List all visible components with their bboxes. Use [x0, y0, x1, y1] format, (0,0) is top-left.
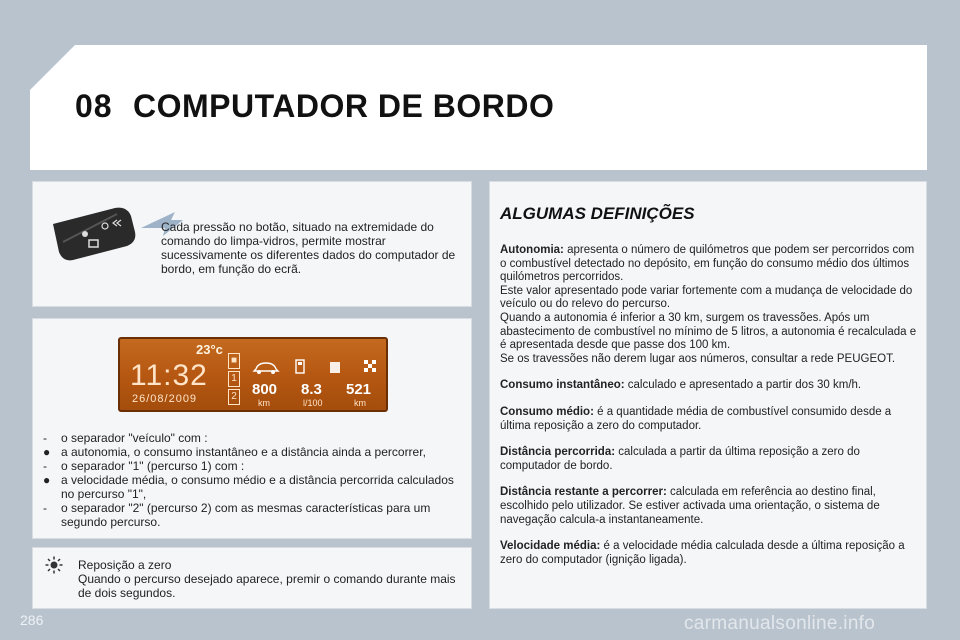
list-item: - o separador "1" (percurso 1) com :	[43, 459, 245, 473]
stalk-panel	[32, 181, 472, 307]
list-item: ● a velocidade média, o consumo médio e a distância percorrida calculados no percurso "1",	[43, 473, 454, 501]
display-value-1: 800	[252, 381, 278, 398]
definitions-body	[500, 244, 920, 580]
separator-list	[43, 431, 463, 529]
fuel-can-icon	[330, 362, 340, 373]
display-icons	[248, 357, 386, 377]
watermark: carmanualsonline.info	[684, 613, 876, 634]
list-item: - o separador "veículo" com :	[43, 431, 208, 445]
list-item: - o separador "2" (percurso 2) com as mesmas características para um segundo percurso.	[43, 501, 431, 529]
definition-autonomy: Autonomia: apresenta o número de quilómetros que podem ser percorridos com o combustível detectado no depósito, em função do consumo médio dos últimos quilómetros percorridos. Este valor apresentado pode variar fortemente com a mudança de velocidade do veículo ou do relevo do percurso. Quando a autonomia é inferior a 30 km, surgem os travessões. Após um abastecimento de combustível no mínimo de 5 litros, a autonomia é recalculada e é apresentada desde que passe dos 100 km. Se os travessões não derem lugar aos números, consultar a rede PEUGEOT.	[500, 244, 917, 365]
reset-panel	[32, 547, 472, 609]
list-item: ● a autonomia, o consumo instantâneo e a distância ainda a percorrer,	[43, 445, 426, 459]
display-value-3: 521	[346, 381, 372, 398]
page-title: COMPUTADOR DE BORDO	[133, 88, 555, 124]
definition-average-consumption: Consumo médio: é a quantidade média de combustível consumido desde a última reposição a zero do computador.	[500, 405, 892, 432]
display-time: 11:32	[130, 359, 208, 392]
sun-icon	[45, 556, 63, 574]
display-value-2: 8.3	[301, 381, 322, 398]
car-icon	[254, 363, 278, 374]
reset-description: Quando o percurso desejado aparece, premir o comando durante mais de dois segundos.	[78, 572, 456, 600]
display-unit-1: km	[258, 398, 270, 408]
checkered-flag-icon	[364, 360, 376, 372]
definition-average-speed: Velocidade média: é a velocidade média calculada desde a última reposição a zero do computador (ignição ligada).	[500, 540, 905, 566]
definition-distance-travelled: Distância percorrida: calculada a partir da última reposição a zero do computador de bordo.	[500, 446, 860, 472]
display-unit-3: km	[354, 398, 366, 408]
display-temperature: 23°c	[196, 342, 223, 357]
definition-autonomy-extra: Este valor apresentado pode variar fortemente com a mudança de velocidade do veículo ou do relevo do percurso. Quando a autonomia é inferior a 30 km, surgem os travessões. Após um abastecimento de combustível no mínimo de 5 litros, a autonomia é recalculada e é apresentada desde que passe dos 100 km. Se os travessões não derem lugar aos números, consultar a rede PEUGEOT.	[500, 284, 917, 365]
fuel-pump-icon	[296, 360, 304, 373]
chapter-number: 08	[75, 88, 113, 124]
definitions-title: ALGUMAS DEFINIÇÕES	[500, 204, 695, 223]
vehicle-tab-icon: ■	[228, 353, 240, 369]
display-unit-2: l/100	[303, 398, 323, 408]
definition-distance-remaining: Distância restante a percorrer: calculada em referência ao destino final, escolhido pelo utilizador. Se estiver activada uma orientação, o sistema de navegação calcula-a instantaneamente.	[500, 486, 880, 526]
page-number: 286	[20, 612, 44, 628]
definitions-panel	[489, 181, 927, 609]
reset-title: Reposição a zero	[78, 558, 172, 572]
reset-text	[78, 558, 463, 600]
stalk-description: Cada pressão no botão, situado na extremidade do comando do limpa-vidros, permite mostrar sucessivamente os diferentes dados do computador de bordo, em função do ecrã.	[161, 220, 456, 276]
display-tabs	[228, 353, 241, 409]
display-date: 26/08/2009	[132, 393, 198, 405]
definition-instant-consumption: Consumo instantâneo: calculado e apresentado a partir dos 30 km/h.	[500, 379, 862, 392]
display-panel	[32, 318, 472, 539]
trip-computer-display	[118, 337, 388, 412]
display-tab-2: 2	[228, 389, 240, 405]
display-tab-1: 1	[228, 371, 240, 387]
